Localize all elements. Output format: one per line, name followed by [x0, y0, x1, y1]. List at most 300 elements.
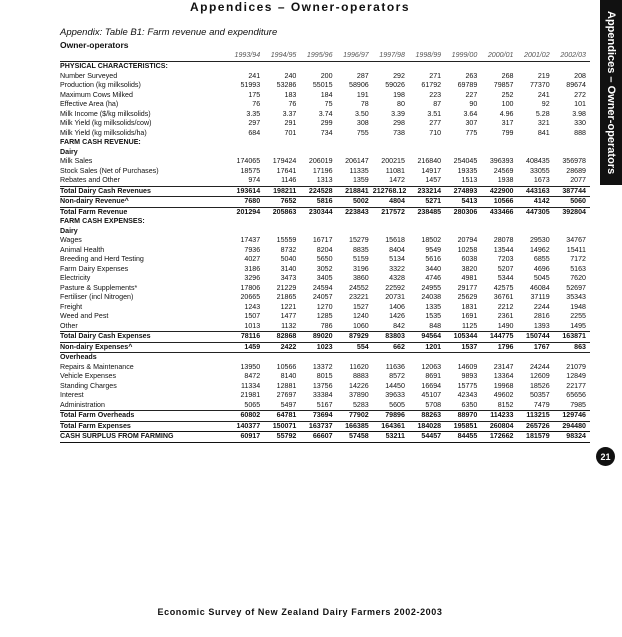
value-cell: 212768.12: [373, 186, 409, 197]
value-cell: 6038: [461, 255, 478, 263]
row-label: Total Farm Overheads: [60, 411, 228, 422]
table-row: [60, 391, 590, 401]
value-cell: 24569: [493, 166, 514, 175]
value-cell: 1240: [352, 312, 369, 320]
empty-cell: [228, 148, 590, 158]
value-cell: 1270: [316, 302, 333, 311]
value-cell: 12881: [276, 381, 297, 390]
value-cell: 217572: [373, 207, 409, 217]
row-label: Breeding and Herd Testing: [60, 255, 144, 263]
value-cell: 5816: [300, 197, 336, 208]
value-cell: 254045: [453, 157, 478, 165]
value-cell: 15279: [349, 236, 369, 244]
table-row: [60, 411, 590, 422]
value-cell: 200215: [381, 157, 405, 165]
value-cell: 23221: [349, 293, 369, 301]
value-cell: 422900: [481, 186, 517, 197]
value-cell: 54457: [409, 432, 445, 443]
value-cell: 260804: [481, 421, 517, 432]
value-cell: 14917: [421, 166, 442, 175]
value-cell: 799: [501, 128, 514, 137]
value-cell: 1023: [300, 342, 336, 353]
subsection-heading-row: [60, 353, 590, 363]
value-cell: 5344: [497, 274, 514, 282]
row-label: Production (kg milksolids): [60, 81, 141, 89]
value-cell: 5708: [425, 400, 442, 409]
value-cell: 57458: [337, 432, 373, 443]
value-cell: 65656: [566, 391, 586, 399]
value-cell: 78116: [228, 332, 264, 343]
table-body: [60, 62, 590, 443]
value-cell: 4804: [373, 197, 409, 208]
value-cell: 11620: [349, 362, 369, 371]
value-cell: 51993: [240, 81, 261, 89]
section-heading-row: [60, 217, 590, 227]
row-label: Vehicle Expenses: [60, 372, 116, 380]
value-cell: 28689: [566, 166, 586, 175]
value-cell: 3052: [316, 264, 333, 273]
value-cell: 3196: [352, 264, 369, 273]
table-row: [60, 81, 590, 91]
value-cell: 183: [284, 90, 297, 99]
value-cell: 5163: [570, 264, 586, 273]
value-cell: 433466: [481, 207, 517, 217]
year-header: 2000/01: [481, 50, 517, 62]
value-cell: 5283: [352, 400, 369, 409]
value-cell: 443163: [518, 186, 554, 197]
value-cell: 3322: [389, 264, 405, 273]
value-cell: 5616: [425, 255, 442, 263]
year-header: 1993/94: [228, 50, 264, 62]
value-cell: 14226: [349, 381, 369, 390]
value-cell: 7620: [570, 274, 586, 282]
value-cell: 1406: [389, 302, 405, 311]
row-label: Total Dairy Cash Expenses: [60, 332, 228, 343]
value-cell: 277: [429, 119, 442, 127]
value-cell: 5134: [389, 255, 405, 263]
value-cell: 22592: [385, 283, 405, 292]
empty-cell: [228, 138, 590, 148]
value-cell: 11636: [385, 362, 405, 371]
value-cell: 408435: [526, 157, 550, 165]
value-cell: 5040: [280, 255, 297, 263]
value-cell: 8152: [497, 400, 514, 409]
value-cell: 36761: [493, 293, 514, 301]
value-cell: 1013: [244, 321, 261, 330]
value-cell: 392804: [554, 207, 590, 217]
section-heading-row: [60, 62, 590, 72]
value-cell: 701: [284, 128, 297, 137]
row-label: Pasture & Supplements*: [60, 283, 138, 292]
value-cell: 710: [429, 128, 442, 137]
table-row: [60, 72, 590, 82]
value-cell: 10566: [481, 197, 517, 208]
value-cell: 223: [429, 90, 442, 99]
row-label: Non-dairy Expenses^: [60, 342, 228, 353]
value-cell: 198: [393, 90, 405, 99]
table-caption: Appendix: Table B1: Farm revenue and expenditure: [60, 27, 278, 38]
value-cell: 13756: [312, 381, 333, 390]
value-cell: 60917: [228, 432, 264, 443]
value-cell: 15618: [385, 236, 405, 244]
value-cell: 7203: [497, 255, 514, 263]
value-cell: 88970: [445, 411, 481, 422]
value-cell: 22177: [566, 381, 586, 390]
row-label: Wages: [60, 236, 82, 244]
value-cell: 738: [393, 128, 405, 137]
row-label: Number Surveyed: [60, 71, 118, 80]
page-header: Appendices – Owner-operators: [189, 0, 411, 14]
value-cell: 195851: [445, 421, 481, 432]
value-cell: 5060: [554, 197, 590, 208]
value-cell: 1938: [497, 176, 514, 184]
value-cell: 23147: [493, 362, 514, 371]
value-cell: 60802: [228, 411, 264, 422]
value-cell: 174065: [236, 157, 261, 165]
empty-cell: [228, 227, 590, 237]
value-cell: 83803: [373, 332, 409, 343]
value-cell: 755: [356, 128, 369, 137]
value-cell: 263: [465, 71, 478, 80]
row-label: Milk Yield (kg milksolids/cow): [60, 119, 152, 127]
year-header: 1996/97: [337, 50, 373, 62]
value-cell: 1537: [445, 342, 481, 353]
value-cell: 307: [465, 119, 478, 127]
value-cell: 35343: [566, 293, 586, 301]
value-cell: 1335: [425, 302, 442, 311]
value-cell: 291: [284, 119, 297, 127]
value-cell: 3.51: [427, 109, 442, 118]
value-cell: 8404: [389, 245, 405, 254]
value-cell: 78: [360, 100, 369, 108]
value-cell: 172662: [481, 432, 517, 443]
value-cell: 198211: [264, 186, 300, 197]
value-cell: 12849: [566, 372, 586, 380]
value-cell: 3.64: [463, 109, 478, 118]
value-cell: 272: [574, 90, 586, 99]
value-cell: 2361: [497, 312, 514, 320]
value-cell: 280306: [445, 207, 481, 217]
value-cell: 20665: [240, 293, 261, 301]
value-cell: 5271: [409, 197, 445, 208]
value-cell: 1125: [462, 321, 478, 330]
row-label: Dairy: [60, 226, 78, 235]
value-cell: 100: [501, 100, 514, 108]
value-cell: 84455: [445, 432, 481, 443]
value-cell: 88263: [409, 411, 445, 422]
value-cell: 1796: [481, 342, 517, 353]
value-cell: 5497: [280, 400, 297, 409]
value-cell: 69789: [457, 81, 478, 89]
row-label: Maximum Cows Milked: [60, 90, 133, 99]
header-label-cell: [60, 50, 228, 62]
value-cell: 14609: [457, 362, 478, 371]
row-label: FARM CASH REVENUE:: [60, 138, 141, 146]
row-label: Other: [60, 321, 78, 330]
value-cell: 3186: [244, 264, 261, 273]
value-cell: 287: [356, 71, 369, 80]
value-cell: 396393: [489, 157, 514, 165]
value-cell: 12063: [421, 362, 442, 371]
value-cell: 179424: [272, 157, 297, 165]
value-cell: 114233: [481, 411, 517, 422]
value-cell: 37119: [530, 293, 550, 301]
value-cell: 1948: [570, 302, 586, 311]
value-cell: 64781: [264, 411, 300, 422]
value-cell: 1459: [228, 342, 264, 353]
value-cell: 55792: [264, 432, 300, 443]
value-cell: 21981: [240, 391, 261, 399]
value-cell: 3440: [425, 264, 442, 273]
table-row: [60, 401, 590, 411]
value-cell: 240: [284, 71, 297, 80]
table-row: [60, 246, 590, 256]
row-label: Electricity: [60, 274, 91, 282]
value-cell: 21865: [276, 293, 297, 301]
value-cell: 1243: [244, 302, 261, 311]
value-cell: 7680: [228, 197, 264, 208]
value-cell: 1513: [461, 176, 478, 184]
value-cell: 1767: [518, 342, 554, 353]
row-label: Dairy: [60, 147, 78, 156]
value-cell: 113215: [518, 411, 554, 422]
value-cell: 59026: [385, 81, 405, 89]
table-row: [60, 421, 590, 432]
value-cell: 77902: [337, 411, 373, 422]
value-cell: 1527: [352, 302, 369, 311]
value-cell: 24552: [349, 283, 369, 292]
value-cell: 144775: [481, 332, 517, 343]
value-cell: 24955: [421, 283, 442, 292]
value-cell: 80: [397, 100, 405, 108]
value-cell: 230344: [300, 207, 336, 217]
value-cell: 219: [537, 71, 550, 80]
value-cell: 3296: [244, 274, 261, 282]
table-row: [60, 363, 590, 373]
value-cell: 5045: [533, 274, 550, 282]
value-cell: 3473: [280, 274, 297, 282]
value-cell: 8472: [244, 372, 261, 380]
value-cell: 92: [541, 100, 550, 108]
value-cell: 53286: [276, 81, 297, 89]
value-cell: 1201: [409, 342, 445, 353]
value-cell: 181579: [518, 432, 554, 443]
row-label: Overheads: [60, 353, 97, 361]
table-row: [60, 303, 590, 313]
value-cell: 18575: [240, 166, 261, 175]
value-cell: 265726: [518, 421, 554, 432]
table-row: [60, 207, 590, 217]
value-cell: 21229: [276, 283, 297, 292]
value-cell: 2244: [533, 302, 550, 311]
value-cell: 841: [537, 128, 550, 137]
value-cell: 734: [320, 128, 333, 137]
value-cell: 7172: [570, 255, 586, 263]
value-cell: 55015: [312, 81, 333, 89]
value-cell: 6350: [461, 400, 478, 409]
value-cell: 13950: [240, 362, 261, 371]
year-header: 2002/03: [554, 50, 590, 62]
value-cell: 29177: [457, 283, 478, 292]
value-cell: 75: [324, 100, 333, 108]
value-cell: 224528: [300, 186, 336, 197]
value-cell: 252: [501, 90, 514, 99]
value-cell: 17641: [276, 166, 297, 175]
value-cell: 15411: [566, 245, 586, 254]
table-row: [60, 293, 590, 303]
table-row: [60, 255, 590, 265]
value-cell: 9893: [461, 372, 478, 380]
value-cell: 2077: [570, 176, 586, 184]
value-cell: 8732: [280, 245, 297, 254]
row-label: Farm Dairy Expenses: [60, 264, 129, 273]
table-row: [60, 176, 590, 186]
row-label: Rebates and Other: [60, 176, 120, 184]
value-cell: 89674: [566, 81, 586, 89]
value-cell: 184028: [409, 421, 445, 432]
value-cell: 216840: [417, 157, 442, 165]
value-cell: 77370: [529, 81, 550, 89]
value-cell: 129746: [554, 411, 590, 422]
value-cell: 321: [537, 119, 550, 127]
value-cell: 24057: [312, 293, 333, 301]
value-cell: 7479: [533, 400, 550, 409]
value-cell: 14962: [529, 245, 550, 254]
value-cell: 8883: [352, 372, 369, 380]
value-cell: 218841: [337, 186, 373, 197]
value-cell: 3.50: [354, 109, 369, 118]
value-cell: 848: [429, 321, 442, 330]
value-cell: 974: [248, 176, 261, 184]
value-cell: 298: [393, 119, 405, 127]
value-cell: 3405: [316, 274, 333, 282]
subsection-heading-row: [60, 148, 590, 158]
table-row: [60, 167, 590, 177]
value-cell: 1313: [316, 176, 333, 184]
value-cell: 271: [429, 71, 442, 80]
table-row: [60, 129, 590, 139]
value-cell: 16694: [421, 381, 442, 390]
row-label: Administration: [60, 400, 105, 409]
value-cell: 15559: [276, 236, 297, 244]
value-cell: 37890: [349, 391, 369, 399]
value-cell: 3.74: [318, 109, 333, 118]
value-cell: 8140: [280, 372, 297, 380]
value-cell: 1535: [425, 312, 442, 320]
empty-cell: [228, 353, 590, 363]
value-cell: 227: [465, 90, 478, 99]
value-cell: 140377: [228, 421, 264, 432]
value-cell: 200: [320, 71, 333, 80]
value-cell: 5167: [316, 400, 333, 409]
value-cell: 1507: [244, 312, 261, 320]
value-cell: 2422: [264, 342, 300, 353]
value-cell: 447305: [518, 207, 554, 217]
value-cell: 39633: [385, 391, 405, 399]
value-cell: 2816: [533, 312, 550, 320]
value-cell: 5605: [389, 400, 405, 409]
row-label: Total Farm Expenses: [60, 421, 228, 432]
value-cell: 25629: [457, 293, 478, 301]
value-cell: 87929: [337, 332, 373, 343]
value-cell: 49602: [493, 391, 514, 399]
value-cell: 299: [320, 119, 333, 127]
value-cell: 27697: [276, 391, 297, 399]
value-cell: 163737: [300, 421, 336, 432]
value-cell: 19968: [493, 381, 514, 390]
row-label: Freight: [60, 302, 83, 311]
value-cell: 17437: [240, 236, 261, 244]
value-cell: 6855: [533, 255, 550, 263]
value-cell: 223843: [337, 207, 373, 217]
row-label: Milk Income ($/kg milksolids): [60, 109, 151, 118]
section-heading-row: [60, 138, 590, 148]
value-cell: 175: [248, 90, 261, 99]
table-row: [60, 119, 590, 129]
year-header-row: [60, 50, 590, 62]
value-cell: 19335: [457, 166, 478, 175]
value-cell: 20794: [457, 236, 478, 244]
value-cell: 297: [248, 119, 261, 127]
value-cell: 1359: [352, 176, 369, 184]
row-label: Weed and Pest: [60, 312, 109, 320]
value-cell: 8572: [389, 372, 405, 380]
empty-cell: [228, 217, 590, 227]
value-cell: 46084: [529, 283, 550, 292]
value-cell: 58906: [349, 81, 369, 89]
value-cell: 274893: [445, 186, 481, 197]
year-header: 1999/00: [445, 50, 481, 62]
year-header: 1995/96: [300, 50, 336, 62]
year-header: 2001/02: [518, 50, 554, 62]
value-cell: 34767: [566, 236, 586, 244]
row-label: Fertiliser (incl Nitrogen): [60, 293, 134, 301]
row-label: Interest: [60, 391, 84, 399]
value-cell: 4.96: [499, 109, 514, 118]
table-row: [60, 157, 590, 167]
value-cell: 191: [356, 90, 369, 99]
value-cell: 61792: [421, 81, 442, 89]
table-row: [60, 284, 590, 294]
value-cell: 3.37: [282, 109, 297, 118]
row-label: Milk Yield (kg milksolids/ha): [60, 128, 147, 137]
row-label: Effective Area (ha): [60, 100, 119, 108]
value-cell: 554: [337, 342, 373, 353]
table-row: [60, 274, 590, 284]
row-label: CASH SURPLUS FROM FARMING: [60, 432, 228, 443]
value-cell: 9549: [425, 245, 442, 254]
value-cell: 45107: [421, 391, 442, 399]
value-cell: 1426: [389, 312, 405, 320]
value-cell: 662: [373, 342, 409, 353]
value-cell: 201294: [228, 207, 264, 217]
value-cell: 1060: [352, 321, 369, 330]
value-cell: 7936: [244, 245, 261, 254]
value-cell: 15775: [457, 381, 478, 390]
value-cell: 150744: [518, 332, 554, 343]
value-cell: 20731: [385, 293, 405, 301]
value-cell: 5413: [445, 197, 481, 208]
value-cell: 356978: [562, 157, 586, 165]
value-cell: 863: [554, 342, 590, 353]
subsection-heading-row: [60, 227, 590, 237]
value-cell: 205863: [264, 207, 300, 217]
value-cell: 42575: [493, 283, 514, 292]
value-cell: 3.35: [246, 109, 261, 118]
value-cell: 330: [574, 119, 586, 127]
table-row: [60, 197, 590, 208]
value-cell: 18526: [529, 381, 550, 390]
